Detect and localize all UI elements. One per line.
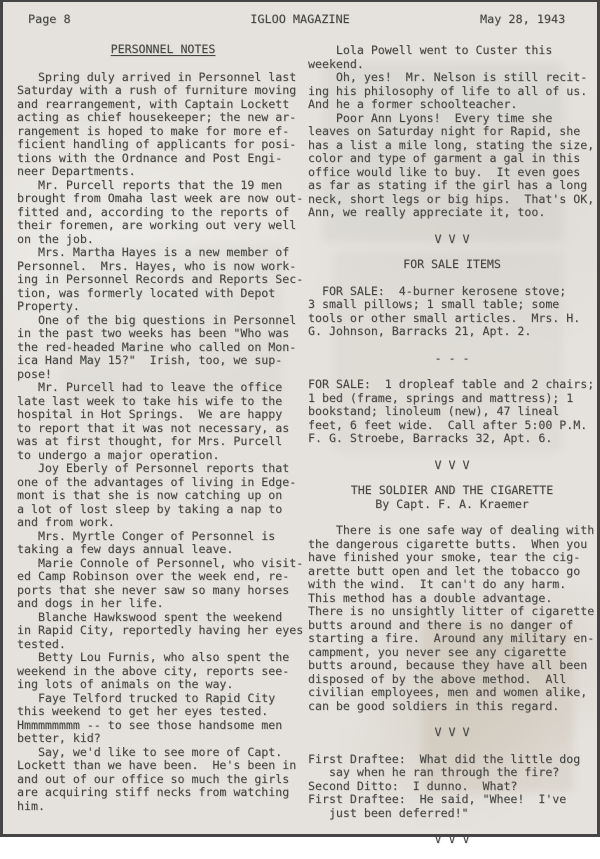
text-line: Say, we'd like to see more of Capt. [17,744,283,759]
text-line: One of the big questions in Personnel [17,312,297,327]
section-separator: V V V [434,231,470,246]
text-line: ed Camp Robinson over the week end, re- [17,569,290,583]
text-line: ing his philosophy of life to all of us. [308,83,588,98]
text-line: say when he ran through the fire? [308,765,560,779]
text-line: the dangerous cigarette butts. When you [308,536,588,551]
text-line: mont is that she is now catching up on [17,488,283,502]
text-line: disposed of by the above method. All [308,671,567,686]
right-column [308,44,596,859]
text-line: ports that she never saw so many horses [17,582,290,597]
left-column [17,43,309,813]
text-line: Saturday with a rush of furniture moving [17,83,297,97]
text-line: ficient handling of applicants for posi- [17,137,297,151]
text-line: weekend. [308,56,364,71]
text-line: Property. [17,299,80,313]
text-line: a lot of lost sleep by taking a nap to [17,501,283,516]
text-line: just been deferred!" [308,805,469,820]
text-line: ica Hand May 15?" Irish, too, we sup- [17,353,283,367]
text-line: feet, 6 feet wide. Call after 5:00 P.M. [308,417,588,432]
text-line: Mr. Purcell had to leave the office [17,380,283,394]
text-line: Mrs. Martha Hayes is a new member of [17,245,290,259]
section-heading: PERSONNEL NOTES [110,42,216,56]
paragraph [308,44,596,220]
text-line: butts around, because they have all been [308,658,588,672]
text-line: 1 bed (frame, springs and mattress); 1 [308,390,574,405]
text-line: civilian employees, men and women alike, [308,685,588,699]
text-line: F. G. Stroebe, Barracks 32, Apt. 6. [308,431,553,445]
text-line: This method has a double advantage. [308,590,553,605]
text-line: Marie Connole of Personnel, who visit- [17,555,304,570]
text-line: Personnel. Mrs. Hayes, who is now work- [17,258,297,273]
text-line: tions with the Ordnance and Post Engi- [17,150,283,165]
text-line: 3 small pillows; 1 small table; some [308,297,560,311]
section-heading: FOR SALE ITEMS [403,257,501,271]
section-heading: THE SOLDIER AND THE CIGARETTE [350,483,554,497]
text-line: First Draftee: What did the little dog [308,751,581,766]
text-line: fitted and, according to the reports of [17,204,290,219]
magazine-title: IGLOO MAGAZINE [250,12,350,26]
text-line: rangement is hoped to make for more ef- [17,123,290,138]
text-line: G. Johnson, Barracks 21, Apt. 2. [308,324,532,338]
text-line: ing in Personnel Records and Reports Sec- [17,272,304,286]
text-line: Joy Eberly of Personnel reports that [17,461,290,475]
text-line: their foremen, are working out very well [17,218,297,232]
section-separator: V V V [434,725,470,739]
text-line: FOR SALE: 1 dropleaf table and 2 chairs; [308,377,595,391]
text-line: this weekend to get her eyes tested. [17,704,269,718]
text-line: and out of our office so much the girls [17,771,290,786]
text-line: Second Ditto: I dunno. What? [308,778,518,793]
text-line: campment, you never see any cigarette [308,644,567,659]
text-line: taking a few days annual leave. [17,542,234,556]
issue-date: May 28, 1943 [480,12,566,26]
text-line: Blanche Hawkswood spent the weekend [17,609,283,624]
text-line: to undergo a major operation. [17,447,220,462]
text-line: FOR SALE: 4-burner kerosene stove; [308,283,567,298]
text-line: arette butt open and let the tobacco go [308,563,581,578]
text-line: and rearrangement, with Captain Lockett [17,96,290,111]
byline: By Capt. F. A. Kraemer [375,496,529,511]
section-separator: V V V [434,832,470,846]
page-number: Page 8 [28,12,71,26]
text-line: There is one safe way of dealing with [308,523,595,537]
text-line: Spring duly arrived in Personnel last [17,69,297,84]
text-line: have finished your smoke, tear the cig- [308,550,581,564]
text-line: starting a fire. Around any military en- [308,631,595,645]
text-line: neer Departments. [17,164,136,178]
text-line: to report that it was not necessary, as [17,420,290,435]
text-line: him. [17,798,45,813]
text-line: can be good soldiers in this regard. [308,698,560,713]
text-line: leaves on Saturday night for Rapid, she [308,124,581,138]
text-line: Oh, yes! Mr. Nelson is still recit- [308,70,588,84]
text-line: Poor Ann Lyons! Every time she [308,110,553,125]
text-line: better, kid? [17,731,101,745]
text-line: color and type of garment a gal in this [308,151,581,165]
text-line: has a list a mile long, stating the size, [308,137,595,152]
text-line: bookstand; linoleum (new), 47 lineal [308,404,560,418]
text-line: with the wind. It can't do any harm. [308,577,567,591]
text-line: tion, was formerly located with Depot [17,285,276,300]
text-line: on the job. [17,231,94,246]
text-line: ing lots of animals on the way. [17,677,234,691]
paragraph [308,524,596,713]
text-line: butts around and there is no danger of [308,617,574,632]
paragraph [308,753,596,821]
text-line: in the past two weeks has been "Who was [17,326,290,340]
text-line: are acquiring stiff necks from watching [17,785,290,799]
text-line: was at first thought, for Mrs. Purcell [17,434,283,448]
paragraph [308,378,596,446]
text-line: There is no unsightly litter of cigarette [308,604,595,618]
text-line: Hmmmmmmmm -- to see those handsome men [17,717,283,732]
text-line: and dogs in her life. [17,596,164,610]
item-separator: - - - [434,350,470,365]
text-line: Mr. Purcell reports that the 19 men [17,177,283,192]
text-line: tools or other small articles. Mrs. H. [308,310,581,325]
text-line: as far as stating if the girl has a long [308,178,588,192]
text-line: and from work. [17,515,115,529]
text-line: Faye Telford trucked to Rapid City [17,690,276,705]
text-line: one of the advantages of living in Edge- [17,474,297,489]
text-line: Betty Lou Furnis, who also spent the [17,650,290,664]
text-line: late last week to take his wife to the [17,393,283,408]
text-line: neck, short legs or big hips. That's OK, [308,191,595,206]
text-line: First Draftee: He said, "Whee! I've [308,792,567,806]
text-line: Lockett than we have been. He's been in [17,758,297,772]
text-line: Lola Powell went to Custer this [308,43,553,57]
text-line: in Rapid City, reportedly having her eyes [17,623,304,637]
paragraph [308,285,596,339]
text-line: brought from Omaha last week are now out- [17,191,304,205]
text-line: acting as chief housekeeper; the new ar- [17,110,297,124]
text-line: Ann, we really appreciate it, too. [308,205,546,219]
text-line: Mrs. Myrtle Conger of Personnel is [17,528,276,543]
text-line: hospital in Hot Springs. We are happy [17,407,283,421]
text-line: tested. [17,636,66,651]
section-separator: V V V [434,457,470,472]
text-line: weekend in the above city, reports see- [17,663,290,678]
left-column-body [17,71,309,814]
text-line: pose! [17,366,52,381]
text-line: office would like to buy. It even goes [308,164,581,179]
text-line: the red-headed Marine who called on Mon- [17,339,297,354]
text-line: And he a former schoolteacher. [308,97,518,111]
